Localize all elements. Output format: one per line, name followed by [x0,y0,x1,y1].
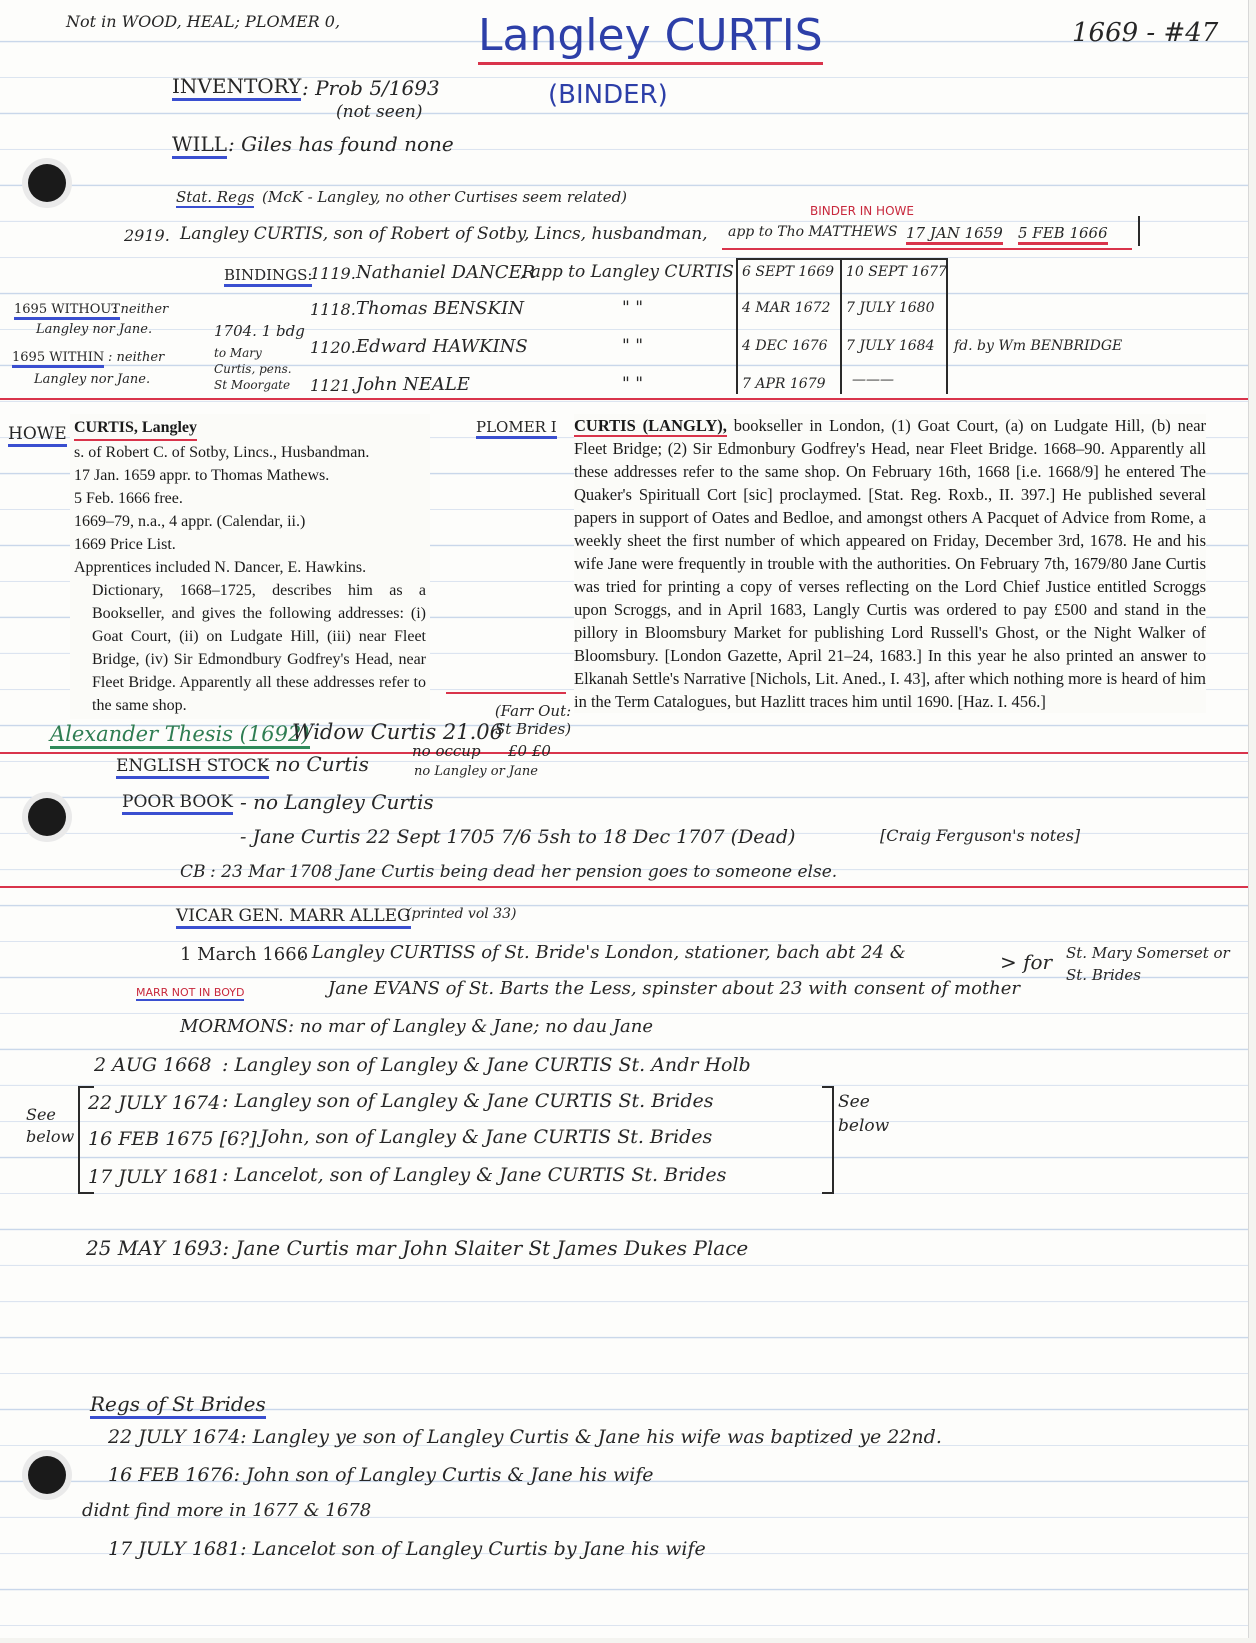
poor-book-text: - no Langley Curtis [240,790,434,814]
underline-red [446,692,566,694]
binding-free-date: 7 JULY 1684 [846,338,935,354]
binding-bound-date: 4 DEC 1676 [742,338,828,354]
binding-free-date: 7 JULY 1680 [846,300,935,316]
howe-clipping [70,414,430,719]
baptism-entry: 17 JULY 1681 [88,1166,221,1188]
binding-number: 1118. [310,300,356,319]
binder-hole [28,798,66,836]
will-label: WILL [172,132,227,159]
stat-regs-label: Stat. Regs [176,188,255,206]
binding-name: John NEALE [356,374,470,395]
baptism-entry-text: : Langley son of Langley & Jane CURTIS St. Andr Holb [222,1054,751,1076]
vicar-gen-for: > for [1000,950,1053,974]
thesis-occupation: no occup [412,742,481,760]
table-divider [840,258,842,394]
binding-bound-date: 7 APR 1679 [742,376,826,392]
margin-note-within-text: : neither [108,350,165,365]
margin-note-within-text-2: Langley nor Jane. [34,372,151,387]
underline-red [722,248,1132,250]
inventory-note: (not seen) [336,102,423,122]
binding-app: , app to Langley CURTIS [520,262,734,282]
lease-note-3: Curtis, pens. [214,362,292,376]
howe-line: s. of Robert C. of Sotby, Lincs., Husbandman. [74,444,370,461]
plomer-text: bookseller in London, (1) Goat Court, (a) on Ludgate Hill, (b) near Fleet Bridge; (2) Sir Edmonbury Godfrey's Head, near Fleet Bridge. 1668–90. Apparently all these addresses refer to the same shop. On February 16th, 1668 [i.e. 1668/9] he entered The Quaker's Spirituall Cort [sic] proclaymed. [Stat. Reg. Roxb., II. 397.] He published several papers in support of Oates and Bedloe, and amongst others A Pacquet of Advice from Rome, a weekly sheet the first number of which appeared on Friday, December 3rd, 1678. He and his wife Jane were frequently in trouble with the authorities. On February 7th, 1679/80 Jane Curtis was tried for printing a copy of verses reflecting on the Lord Chief Justice entitled Scroggs upon Scroggs, and in April 1683, Langly Curtis was ordered to pay £500 and stand in the pillory in Bloomsbury Market for publishing Lord Russell's Ghost, or the Night Walker of Bloomsbury. [London Gazette, April 21–24, 1683.] In this year he also printed an answer to Elkanah Settle's Narrative [Nichols, Lit. Aned., I. 43], after which nothing more is heard of him in the Term Catalogues, but Hazlitt traces him until 1690. [Haz. I. 456.] [574,416,1207,711]
lease-note-4: St Moorgate [214,378,291,392]
margin-note-without: 1695 WITHOUT [14,302,120,320]
thesis-no-langley: no Langley or Jane [414,764,538,779]
lease-note: 1704. 1 bdg [214,322,305,340]
binding-name: Edward HAWKINS [356,336,528,357]
page-subtitle: (BINDER) [548,80,668,110]
thesis-amount: £0 £0 [508,742,551,760]
stat-regs-free-date: 5 FEB 1666 [1018,224,1108,245]
stat-regs-entry-app: app to Tho MATTHEWS [728,224,898,240]
howe-line: 1669–79, n.a., 4 appr. (Calendar, ii.) [74,513,306,530]
binding-number: 1119. [310,264,356,283]
baptism-entry: 16 FEB 1675 [6?] [88,1128,257,1150]
binder-hole [28,1456,66,1494]
baptism-entry-text: : Langley son of Langley & Jane CURTIS St. Brides [222,1090,714,1112]
plomer-label: PLOMER I [476,418,557,439]
binding-app: " " [622,374,644,394]
thesis-text: Widow Curtis 21.06 [292,720,504,744]
binding-number: 1120. [310,338,356,357]
baptism-entry: 22 JULY 1674 [88,1092,221,1114]
table-divider [736,258,738,394]
vicar-gen-line-1: : Langley CURTISS of St. Bride's London, stationer, bach abt 24 & [300,942,906,963]
vicar-gen-line-2: Jane EVANS of St. Barts the Less, spinster about 23 with consent of mother [328,978,1021,999]
regs-line: 17 JULY 1681: Lancelot son of Langley Curtis by Jane his wife [108,1538,706,1560]
stat-regs-entry-number: 2919. [124,226,170,245]
top-note: Not in WOOD, HEAL; PLOMER 0, [66,12,341,31]
page-title: Langley CURTIS [478,10,823,65]
howe-heading: CURTIS, Langley [74,416,197,441]
inventory-label: INVENTORY [172,74,301,101]
see-below-left: See below [26,1105,75,1146]
binding-name: Nathaniel DANCER [356,262,536,283]
plomer-heading: CURTIS (LANGLY), [574,416,727,435]
howe-label: HOWE [8,424,67,447]
binding-bound-date: 6 SEPT 1669 [742,264,835,280]
howe-line: Apprentices included N. Dancer, E. Hawkins. [74,559,367,576]
craig-ferguson-note: [Craig Ferguson's notes] [880,826,1081,845]
vicar-gen-label: VICAR GEN. MARR ALLEG [176,906,411,929]
binding-name: Thomas BENSKIN [356,298,524,319]
reference-number: 1669 - #47 [1072,18,1219,48]
regs-line: 16 FEB 1676: John son of Langley Curtis & Jane his wife [108,1464,654,1486]
binding-app: " " [622,336,644,356]
section-rule [0,398,1248,400]
binding-note: fd. by Wm BENBRIDGE [954,338,1123,354]
section-rule [0,886,1248,888]
mormons-note: MORMONS: no mar of Langley & Jane; no dau Jane [180,1016,654,1037]
cb-label: CB [180,862,206,882]
stat-regs-note: (McK - Langley, no other Curtises seem related) [262,188,628,206]
english-stock-label: ENGLISH STOCK [116,756,269,779]
binder-hole [28,164,66,202]
inventory-value: : Prob 5/1693 [302,76,440,100]
english-stock-text: - no Curtis [262,752,369,776]
regs-line: 22 JULY 1674: Langley ye son of Langley Curtis & Jane his wife was baptized ye 22nd. [108,1426,942,1448]
margin-note-without-text-2: Langley nor Jane. [36,322,153,337]
thesis-bracket: (Farr Out: St Brides) [494,702,572,738]
margin-note-within: 1695 WITHIN [12,350,104,368]
vicar-gen-note: (printed vol 33) [406,906,517,922]
bindings-label: BINDINGS: [224,266,312,287]
thesis-label: Alexander Thesis (1692) [50,722,310,749]
vicar-gen-church: St. Mary Somerset or St. Brides [1066,944,1230,984]
see-below-right: See below [838,1092,890,1136]
binding-free-date: ——— [852,372,894,388]
binder-in-howe-note: BINDER IN HOWE [810,204,914,218]
baptism-entry-text: : Lancelot, son of Langley & Jane CURTIS St. Brides [222,1164,727,1186]
regs-line: didnt find more in 1677 & 1678 [82,1500,372,1521]
marriage-1693: 25 MAY 1693: Jane Curtis mar John Slaiter St James Dukes Place [86,1236,749,1260]
poor-book-label: POOR BOOK [122,792,233,815]
howe-line: 5 Feb. 1666 free. [74,490,183,507]
marr-not-in-boyd: MARR NOT IN BOYD [136,986,245,999]
howe-line: Dictionary, 1668–1725, describes him as a Bookseller, and gives the following addresses: (i) Goat Court, (ii) on Ludgate Hill, (iii) near Fleet Bridge, (iv) Sir Edmondbury Godfrey's Head, near Fleet Bridge. Apparently all these addresses refer to the same shop. [92,582,426,714]
regs-label: Regs of St Brides [90,1392,266,1419]
howe-line: 17 Jan. 1659 appr. to Thomas Mathews. [74,467,330,484]
binding-app: " " [622,298,644,318]
right-bracket [822,1086,834,1194]
will-value: : Giles has found none [228,132,454,156]
margin-note-without-text: : neither [112,302,169,317]
baptism-entry: 2 AUG 1668 [94,1054,212,1076]
binding-free-date: 10 SEPT 1677 [846,264,947,280]
table-top-border [736,258,946,260]
poor-book-jane: - Jane Curtis 22 Sept 1705 7/6 5sh to 18 Dec 1707 (Dead) [240,826,796,848]
howe-line: 1669 Price List. [74,536,176,553]
cb-text: : 23 Mar 1708 Jane Curtis being dead her pension goes to someone else. [210,862,838,882]
baptism-entry-text: John, son of Langley & Jane CURTIS St. Brides [260,1126,713,1148]
lease-note-2: to Mary [214,346,262,360]
stat-regs-appr-date: 17 JAN 1659 [906,224,1003,245]
binding-bound-date: 4 MAR 1672 [742,300,831,316]
binding-number: 1121. [310,376,356,395]
stat-regs-entry-text: Langley CURTIS, son of Robert of Sotby, Lincs, husbandman, [180,224,708,244]
vicar-gen-date: 1 March 1666 [180,944,309,965]
left-bracket [78,1086,94,1194]
section-rule [0,752,1248,754]
plomer-clipping [574,414,1206,713]
bracket-line [1138,216,1140,246]
